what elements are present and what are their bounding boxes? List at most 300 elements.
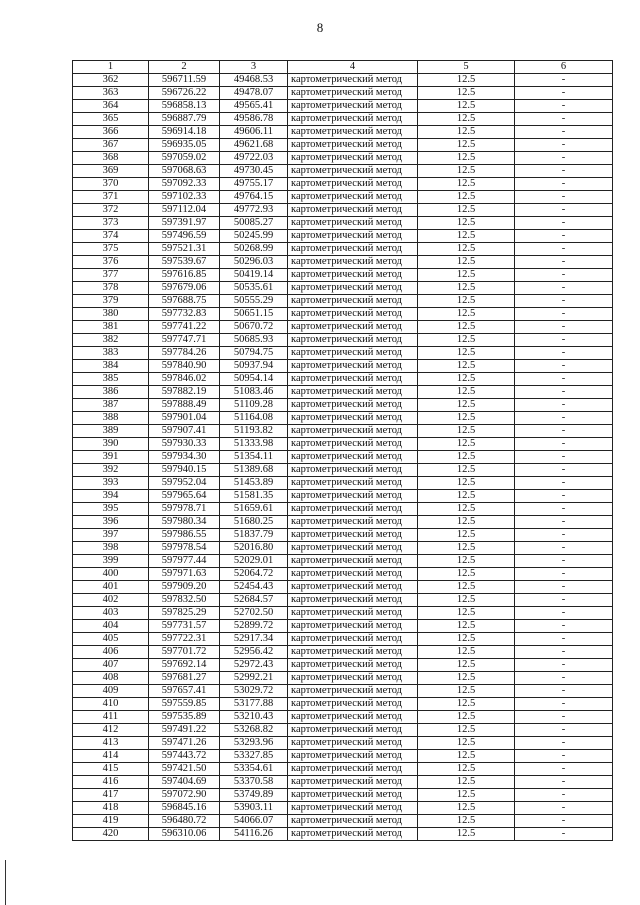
table-row <box>73 685 613 698</box>
table-cell: - <box>515 334 613 347</box>
table-cell: 52992.21 <box>220 672 288 685</box>
table-cell: 51354.11 <box>220 451 288 464</box>
table-cell: 373 <box>73 217 149 230</box>
table-cell: 49621.68 <box>220 139 288 152</box>
table-cell: картометрический метод <box>288 490 418 503</box>
table-cell: 50419.14 <box>220 269 288 282</box>
table-cell: 363 <box>73 87 149 100</box>
table-body <box>73 74 613 841</box>
table-cell: 412 <box>73 724 149 737</box>
table-cell: 597986.55 <box>149 529 220 542</box>
table-cell: 12.5 <box>418 789 515 802</box>
table-cell: 597102.33 <box>149 191 220 204</box>
table-cell: картометрический метод <box>288 191 418 204</box>
table-row <box>73 360 613 373</box>
table-cell: 597965.64 <box>149 490 220 503</box>
table-row <box>73 724 613 737</box>
table-cell: - <box>515 711 613 724</box>
table-cell: 415 <box>73 763 149 776</box>
table-cell: - <box>515 685 613 698</box>
table-cell: 597404.69 <box>149 776 220 789</box>
column-header: 5 <box>418 61 515 74</box>
table-cell: 12.5 <box>418 464 515 477</box>
table-cell: - <box>515 776 613 789</box>
table-cell: картометрический метод <box>288 113 418 126</box>
table-cell: 381 <box>73 321 149 334</box>
table-cell: 414 <box>73 750 149 763</box>
table-row <box>73 165 613 178</box>
table-cell: 406 <box>73 646 149 659</box>
table-row <box>73 373 613 386</box>
table-cell: 597909.20 <box>149 581 220 594</box>
table-cell: 12.5 <box>418 217 515 230</box>
table-cell: - <box>515 659 613 672</box>
table-cell: картометрический метод <box>288 581 418 594</box>
table-cell: 53293.96 <box>220 737 288 750</box>
table-cell: - <box>515 789 613 802</box>
table-row <box>73 490 613 503</box>
table-cell: картометрический метод <box>288 789 418 802</box>
table-cell: 50268.99 <box>220 243 288 256</box>
table-cell: 49478.07 <box>220 87 288 100</box>
table-cell: 597112.04 <box>149 204 220 217</box>
table-cell: 364 <box>73 100 149 113</box>
table-cell: 366 <box>73 126 149 139</box>
table-cell: 398 <box>73 542 149 555</box>
table-cell: - <box>515 347 613 360</box>
table-cell: 383 <box>73 347 149 360</box>
table-cell: 53327.85 <box>220 750 288 763</box>
table-row <box>73 191 613 204</box>
table-cell: 49468.53 <box>220 74 288 87</box>
table-cell: - <box>515 74 613 87</box>
table-cell: 12.5 <box>418 321 515 334</box>
table-cell: 597443.72 <box>149 750 220 763</box>
table-cell: 597535.89 <box>149 711 220 724</box>
table-cell: - <box>515 113 613 126</box>
table-cell: 399 <box>73 555 149 568</box>
table-cell: картометрический метод <box>288 815 418 828</box>
table-row <box>73 334 613 347</box>
table-cell: 12.5 <box>418 282 515 295</box>
table-cell: 49730.45 <box>220 165 288 178</box>
table-cell: картометрический метод <box>288 87 418 100</box>
table-cell: 401 <box>73 581 149 594</box>
table-cell: 392 <box>73 464 149 477</box>
table-row <box>73 152 613 165</box>
table-cell: - <box>515 126 613 139</box>
table-cell: 52956.42 <box>220 646 288 659</box>
table-cell: картометрический метод <box>288 425 418 438</box>
table-cell: - <box>515 646 613 659</box>
table-cell: 50670.72 <box>220 321 288 334</box>
table-cell: 596310.06 <box>149 828 220 841</box>
table-cell: 12.5 <box>418 269 515 282</box>
table-cell: картометрический метод <box>288 126 418 139</box>
table-cell: 12.5 <box>418 763 515 776</box>
table-cell: 382 <box>73 334 149 347</box>
table-cell: - <box>515 438 613 451</box>
table-row <box>73 737 613 750</box>
table-cell: 12.5 <box>418 646 515 659</box>
table-cell: 403 <box>73 607 149 620</box>
table-cell: картометрический метод <box>288 321 418 334</box>
table-cell: картометрический метод <box>288 711 418 724</box>
table-cell: 385 <box>73 373 149 386</box>
table-cell: - <box>515 191 613 204</box>
table-cell: картометрический метод <box>288 555 418 568</box>
table-cell: 12.5 <box>418 87 515 100</box>
table-cell: картометрический метод <box>288 269 418 282</box>
table-cell: 597722.31 <box>149 633 220 646</box>
table-row <box>73 425 613 438</box>
table-cell: - <box>515 542 613 555</box>
table-cell: 12.5 <box>418 672 515 685</box>
table-cell: 597072.90 <box>149 789 220 802</box>
table-cell: 12.5 <box>418 126 515 139</box>
table-cell: - <box>515 737 613 750</box>
table-cell: 12.5 <box>418 698 515 711</box>
table-cell: 407 <box>73 659 149 672</box>
table-cell: 12.5 <box>418 100 515 113</box>
table-row <box>73 412 613 425</box>
table-cell: 597934.30 <box>149 451 220 464</box>
table-cell: 597421.50 <box>149 763 220 776</box>
table-cell: картометрический метод <box>288 438 418 451</box>
table-cell: - <box>515 568 613 581</box>
table-cell: 53210.43 <box>220 711 288 724</box>
table-cell: картометрический метод <box>288 516 418 529</box>
table-row <box>73 763 613 776</box>
table-cell: 397 <box>73 529 149 542</box>
table-row <box>73 659 613 672</box>
table-cell: 597732.83 <box>149 308 220 321</box>
table-cell: 388 <box>73 412 149 425</box>
table-cell: - <box>515 269 613 282</box>
table-cell: 597978.71 <box>149 503 220 516</box>
table-cell: - <box>515 594 613 607</box>
table-cell: - <box>515 425 613 438</box>
table-row <box>73 646 613 659</box>
table-cell: 49722.03 <box>220 152 288 165</box>
table-row <box>73 542 613 555</box>
table-cell: 50245.99 <box>220 230 288 243</box>
table-cell: 597559.85 <box>149 698 220 711</box>
table-cell: картометрический метод <box>288 477 418 490</box>
table-row <box>73 347 613 360</box>
table-cell: 597882.19 <box>149 386 220 399</box>
table-cell: 12.5 <box>418 74 515 87</box>
table-cell: 420 <box>73 828 149 841</box>
table-cell: 12.5 <box>418 334 515 347</box>
table-cell: - <box>515 581 613 594</box>
table-cell: - <box>515 620 613 633</box>
table-cell: 597888.49 <box>149 399 220 412</box>
table-row <box>73 139 613 152</box>
table-cell: - <box>515 763 613 776</box>
table-cell: - <box>515 100 613 113</box>
table-cell: 50794.75 <box>220 347 288 360</box>
table-cell: - <box>515 477 613 490</box>
table-cell: - <box>515 633 613 646</box>
table-row <box>73 594 613 607</box>
table-cell: 597741.22 <box>149 321 220 334</box>
table-cell: картометрический метод <box>288 204 418 217</box>
table-cell: 51193.82 <box>220 425 288 438</box>
column-header: 3 <box>220 61 288 74</box>
table-cell: 597692.14 <box>149 659 220 672</box>
table-cell: 53370.58 <box>220 776 288 789</box>
table-cell: картометрический метод <box>288 308 418 321</box>
table-row <box>73 269 613 282</box>
table-cell: 12.5 <box>418 256 515 269</box>
table-cell: картометрический метод <box>288 698 418 711</box>
table-cell: картометрический метод <box>288 256 418 269</box>
table-cell: 50651.15 <box>220 308 288 321</box>
table-cell: 597907.41 <box>149 425 220 438</box>
table-row <box>73 672 613 685</box>
table-cell: 52016.80 <box>220 542 288 555</box>
table-row <box>73 815 613 828</box>
table-cell: 12.5 <box>418 425 515 438</box>
table-cell: 596711.59 <box>149 74 220 87</box>
table-cell: - <box>515 802 613 815</box>
table-cell: 12.5 <box>418 451 515 464</box>
table-cell: картометрический метод <box>288 373 418 386</box>
table-cell: - <box>515 152 613 165</box>
table-cell: - <box>515 139 613 152</box>
table-cell: 50954.14 <box>220 373 288 386</box>
table-cell: 362 <box>73 74 149 87</box>
table-cell: - <box>515 87 613 100</box>
coordinates-table <box>72 60 613 841</box>
table-cell: 52917.34 <box>220 633 288 646</box>
table-cell: 12.5 <box>418 412 515 425</box>
table-cell: 596726.22 <box>149 87 220 100</box>
table-cell: 394 <box>73 490 149 503</box>
table-cell: 597930.33 <box>149 438 220 451</box>
table-cell: картометрический метод <box>288 763 418 776</box>
table-cell: - <box>515 360 613 373</box>
table-cell: картометрический метод <box>288 672 418 685</box>
table-cell: 597701.72 <box>149 646 220 659</box>
table-cell: 49755.17 <box>220 178 288 191</box>
table-cell: - <box>515 516 613 529</box>
table-cell: 52899.72 <box>220 620 288 633</box>
table-cell: - <box>515 165 613 178</box>
table-cell: 12.5 <box>418 178 515 191</box>
table-cell: картометрический метод <box>288 828 418 841</box>
table-cell: 54116.26 <box>220 828 288 841</box>
table-cell: 597980.34 <box>149 516 220 529</box>
table-cell: картометрический метод <box>288 243 418 256</box>
table-row <box>73 529 613 542</box>
table-cell: 52684.57 <box>220 594 288 607</box>
table-cell: 12.5 <box>418 204 515 217</box>
table-cell: 12.5 <box>418 165 515 178</box>
table-row <box>73 633 613 646</box>
column-header: 4 <box>288 61 418 74</box>
table-cell: 52972.43 <box>220 659 288 672</box>
table-cell: 53903.11 <box>220 802 288 815</box>
table-cell: - <box>515 204 613 217</box>
table-cell: 53029.72 <box>220 685 288 698</box>
table-cell: 51083.46 <box>220 386 288 399</box>
table-cell: 50296.03 <box>220 256 288 269</box>
table-cell: картометрический метод <box>288 399 418 412</box>
table-row <box>73 204 613 217</box>
table-cell: картометрический метод <box>288 334 418 347</box>
table-cell: 12.5 <box>418 776 515 789</box>
table-cell: 597391.97 <box>149 217 220 230</box>
table-cell: 371 <box>73 191 149 204</box>
table-cell: 51837.79 <box>220 529 288 542</box>
table-row <box>73 295 613 308</box>
table-cell: 370 <box>73 178 149 191</box>
table-cell: - <box>515 451 613 464</box>
table-cell: 53268.82 <box>220 724 288 737</box>
column-header: 6 <box>515 61 613 74</box>
table-row <box>73 256 613 269</box>
table-cell: - <box>515 282 613 295</box>
table-cell: картометрический метод <box>288 464 418 477</box>
table-row <box>73 581 613 594</box>
table-cell: 12.5 <box>418 724 515 737</box>
table-cell: - <box>515 243 613 256</box>
table-cell: картометрический метод <box>288 685 418 698</box>
table-cell: - <box>515 698 613 711</box>
table-cell: 365 <box>73 113 149 126</box>
table-cell: 376 <box>73 256 149 269</box>
table-cell: 404 <box>73 620 149 633</box>
table-cell: картометрический метод <box>288 139 418 152</box>
table-cell: 12.5 <box>418 685 515 698</box>
table-cell: 369 <box>73 165 149 178</box>
table-cell: картометрический метод <box>288 750 418 763</box>
table-cell: 12.5 <box>418 139 515 152</box>
table-cell: 12.5 <box>418 516 515 529</box>
table-cell: 12.5 <box>418 490 515 503</box>
column-header: 2 <box>149 61 220 74</box>
table-cell: 597952.04 <box>149 477 220 490</box>
table-cell: 597977.44 <box>149 555 220 568</box>
table-cell: 12.5 <box>418 633 515 646</box>
table-cell: 384 <box>73 360 149 373</box>
table-cell: 596480.72 <box>149 815 220 828</box>
table-cell: картометрический метод <box>288 620 418 633</box>
table-row <box>73 243 613 256</box>
table-cell: - <box>515 217 613 230</box>
table-cell: - <box>515 828 613 841</box>
table-row <box>73 386 613 399</box>
table-cell: 417 <box>73 789 149 802</box>
table-row <box>73 178 613 191</box>
table-cell: 390 <box>73 438 149 451</box>
table-cell: 597616.85 <box>149 269 220 282</box>
table-cell: 52029.01 <box>220 555 288 568</box>
table-row <box>73 750 613 763</box>
table-cell: 12.5 <box>418 568 515 581</box>
table-cell: - <box>515 529 613 542</box>
table-cell: - <box>515 386 613 399</box>
table-cell: 51164.08 <box>220 412 288 425</box>
table-row <box>73 698 613 711</box>
table-row <box>73 802 613 815</box>
table-cell: 51659.61 <box>220 503 288 516</box>
table-cell: 12.5 <box>418 555 515 568</box>
table-cell: 375 <box>73 243 149 256</box>
table-cell: 597825.29 <box>149 607 220 620</box>
table-cell: 53749.89 <box>220 789 288 802</box>
table-cell: 597688.75 <box>149 295 220 308</box>
table-cell: - <box>515 672 613 685</box>
table-cell: 12.5 <box>418 386 515 399</box>
table-cell: 597521.31 <box>149 243 220 256</box>
table-cell: 12.5 <box>418 373 515 386</box>
table-row <box>73 399 613 412</box>
table-cell: картометрический метод <box>288 282 418 295</box>
table-cell: 597978.54 <box>149 542 220 555</box>
table-cell: 51333.98 <box>220 438 288 451</box>
table-row <box>73 308 613 321</box>
table-row <box>73 789 613 802</box>
table-cell: 49764.15 <box>220 191 288 204</box>
table-cell: картометрический метод <box>288 503 418 516</box>
table-cell: 597840.90 <box>149 360 220 373</box>
table-cell: 12.5 <box>418 347 515 360</box>
table-cell: 12.5 <box>418 802 515 815</box>
table-cell: 419 <box>73 815 149 828</box>
table-row <box>73 282 613 295</box>
table-cell: - <box>515 607 613 620</box>
table-cell: 12.5 <box>418 542 515 555</box>
table-row <box>73 100 613 113</box>
table-cell: 597679.06 <box>149 282 220 295</box>
table-row <box>73 620 613 633</box>
table-cell: 49606.11 <box>220 126 288 139</box>
table-cell: 51389.68 <box>220 464 288 477</box>
table-cell: 597068.63 <box>149 165 220 178</box>
table-row <box>73 321 613 334</box>
table-cell: 51109.28 <box>220 399 288 412</box>
table-cell: 597832.50 <box>149 594 220 607</box>
table-cell: картометрический метод <box>288 568 418 581</box>
table-row <box>73 87 613 100</box>
table-cell: 12.5 <box>418 295 515 308</box>
table-cell: 400 <box>73 568 149 581</box>
table-cell: - <box>515 399 613 412</box>
table-cell: картометрический метод <box>288 633 418 646</box>
table-cell: 597784.26 <box>149 347 220 360</box>
table-cell: картометрический метод <box>288 178 418 191</box>
table-cell: 12.5 <box>418 711 515 724</box>
table-cell: 374 <box>73 230 149 243</box>
table-cell: - <box>515 295 613 308</box>
table-cell: 597940.15 <box>149 464 220 477</box>
table-cell: 53177.88 <box>220 698 288 711</box>
table-cell: 51581.35 <box>220 490 288 503</box>
table-cell: 50685.93 <box>220 334 288 347</box>
table-cell: картометрический метод <box>288 100 418 113</box>
table-cell: картометрический метод <box>288 412 418 425</box>
table-row <box>73 126 613 139</box>
table-cell: - <box>515 503 613 516</box>
table-cell: 393 <box>73 477 149 490</box>
table-cell: 596858.13 <box>149 100 220 113</box>
table-cell: 409 <box>73 685 149 698</box>
table-cell: 386 <box>73 386 149 399</box>
table-cell: 50535.61 <box>220 282 288 295</box>
